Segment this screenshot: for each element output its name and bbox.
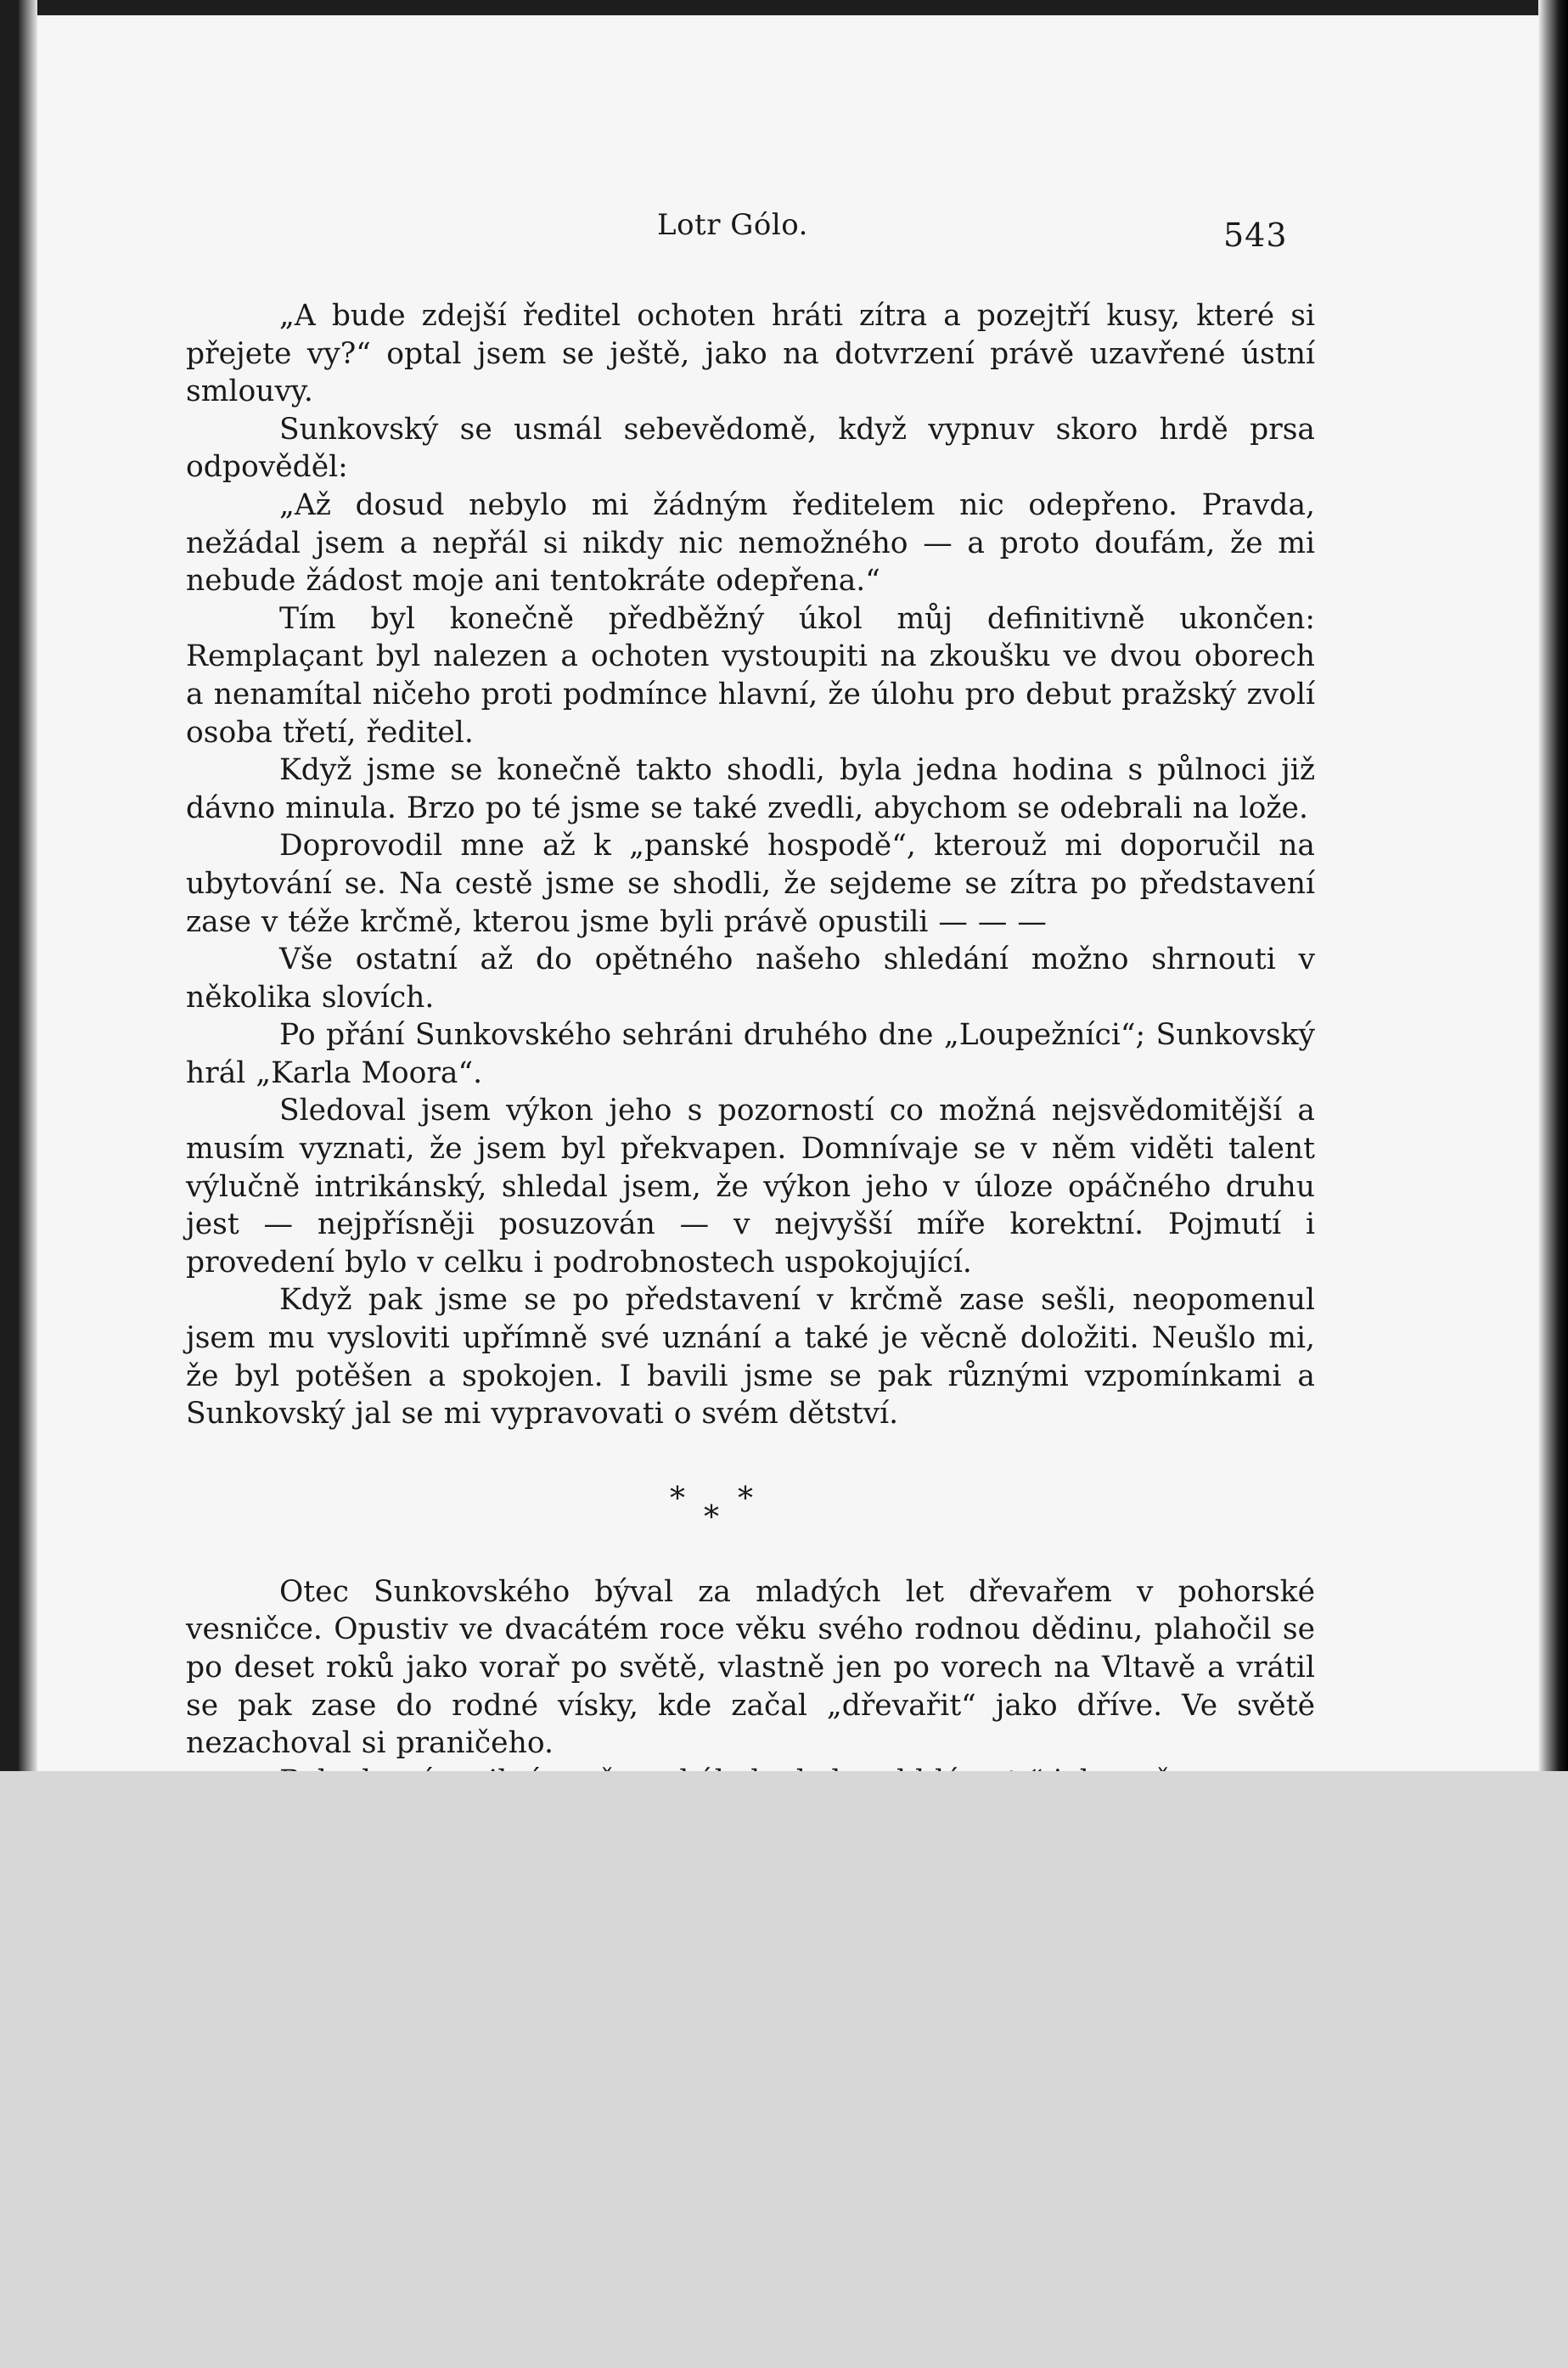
book-binding-edge (19, 0, 37, 1771)
paragraph: „A bude zdejší ředitel ochoten hráti zítra a pozejtří kusy, které si přejete vy?“ optal jsem se ještě, jako na dotvrzení právě uzavřené ústní smlouvy. (186, 299, 1315, 409)
section-star: * (704, 1499, 719, 1535)
paragraph: Doprovodil mne až k „panské hospodě“, kterouž mi doporučil na ubytování se. Na cestě jsme se shodli, že sejdeme se zítra po představení zase v téže krčmě, kterou jsme byli právě opustili — — — (186, 829, 1315, 939)
empty-background (0, 1771, 1568, 2368)
section-break (186, 1433, 1315, 1573)
book-page (37, 15, 1538, 1771)
paragraph: Sunkovský se usmál sebevědomě, když vypnuv skoro hrdě prsa odpověděl: (186, 412, 1315, 485)
page-body (186, 297, 1315, 1786)
paragraph: Otec Sunkovského býval za mladých let dřevařem v pohorské vesničce. Opustiv ve dvacátém roce věku svého rodnou dědinu, plahočil se po deset roků jako vorař po světě, vlastně jen po vorech na Vltavě a vrátil se pak zase do rodné vísky, kde začal „dřevařit“ jako dříve. Ve světě nezachoval si praničeho. (186, 1574, 1315, 1761)
page-right-edge (1538, 0, 1568, 1771)
paragraph: Když jsme se konečně takto shodli, byla jedna hodina s půlnoci již dávno minula. Brzo po té jsme se také zvedli, abychom se odebrali na lože. (186, 753, 1315, 825)
paragraph: „Až dosud nebylo mi žádným ředitelem nic odepřeno. Pravda, nežádal jsem a nepřál si nikdy nic nemožného — a proto doufám, že mi nebude žádost moje ani tentokráte odepřena.“ (186, 487, 1315, 599)
paragraph: Když pak jsme se po představení v krčmě zase sešli, neopomenul jsem mu vysloviti upřímně své uznání a také je věcně doložiti. Neušlo mi, že byl potěšen a spokojen. I bavili jsme se pak různými vzpomínkami a Sunkovský jal se mi vypravovati o svém dětství. (186, 1283, 1315, 1431)
paragraph: Sledoval jsem výkon jeho s pozorností co možná nejsvědomitější a musím vyznati, že jsem byl překvapen. Domnívaje se v něm viděti talent výlučně intrikánský, shledal jsem, že výkon jeho v úloze opáčného druhu jest — nejpřísněji posuzován — v nejvyšší míře korektní. Pojmutí i provedení bylo v celku i podrobnostech uspokojující. (186, 1094, 1315, 1280)
paragraph: Po přání Sunkovského sehráni druhého dne „Loupežníci“; Sunkovský hrál „Karla Moora“. (186, 1018, 1315, 1090)
paragraph: Vše ostatní až do opětného našeho shledání možno shrnouti v několika slovích. (186, 942, 1315, 1015)
page-number: 543 (1223, 217, 1288, 254)
paragraph: Tím byl konečně předběžný úkol můj definitivně ukončen: Remplaçant byl nalezen a ochoten vystoupiti na zkoušku ve dvou oborech a nenamítal ničeho proti podmínce hlavní, že úlohu pro debut pražský zvolí osoba třetí, ředitel. (186, 601, 1315, 750)
section-star: * (738, 1481, 753, 1516)
running-title: Lotr Gólo. (657, 208, 808, 242)
section-star: * (670, 1481, 685, 1516)
page-header (37, 198, 1538, 254)
